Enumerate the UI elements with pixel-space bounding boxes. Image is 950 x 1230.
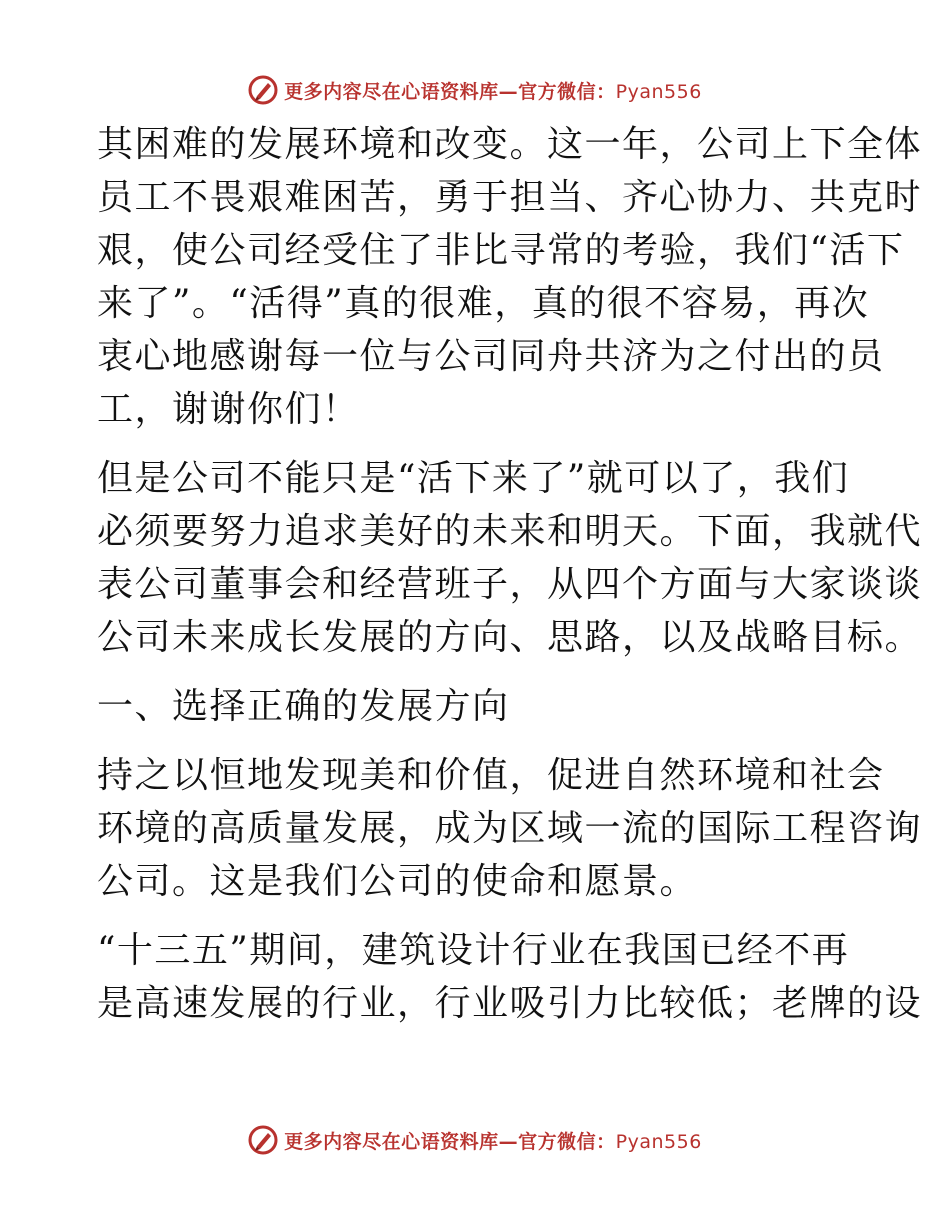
paragraph — [97, 452, 923, 664]
header-banner-text: 更多内容尽在心语资料库—官方微信：Pyan556 — [284, 80, 702, 103]
text-line: 持之以恒地发现美和价值，促进自然环境和社会 — [97, 755, 885, 796]
section-heading — [97, 680, 857, 733]
footer-wechat-id: Pyan556 — [615, 1130, 702, 1153]
text-line: 衷心地感谢每一位与公司同舟共济为之付出的员 — [97, 336, 885, 377]
footer-banner-text: 更多内容尽在心语资料库—官方微信：Pyan556 — [284, 1130, 702, 1153]
text-line: 一、选择正确的发展方向 — [97, 686, 510, 727]
text-line: “十三五”期间，建筑设计行业在我国已经不再 — [97, 930, 850, 971]
paragraph — [97, 924, 923, 1030]
paragraph — [97, 749, 923, 908]
text-line: 表公司董事会和经营班子，从四个方面与大家谈谈 — [97, 564, 923, 605]
document-body — [97, 118, 923, 1030]
text-line: 其困难的发展环境和改变。这一年，公司上下全体 — [97, 124, 923, 165]
text-line: 是高速发展的行业，行业吸引力比较低；老牌的设 — [97, 983, 923, 1024]
text-line: 公司未来成长发展的方向、思路，以及战略目标。 — [97, 617, 923, 658]
header-banner — [0, 70, 950, 110]
pen-logo-icon — [248, 1125, 278, 1155]
text-line: 艰，使公司经受住了非比寻常的考验，我们“活下 — [97, 230, 905, 271]
paragraph — [97, 118, 923, 436]
footer-banner — [0, 1120, 950, 1160]
header-wechat-id: Pyan556 — [615, 80, 702, 103]
text-line: 员工不畏艰难困苦，勇于担当、齐心协力、共克时 — [97, 177, 923, 218]
text-line: 来了”。“活得”真的很难，真的很不容易，再次 — [97, 283, 870, 324]
text-line: 环境的高质量发展，成为区域一流的国际工程咨询 — [97, 808, 923, 849]
text-line: 公司。这是我们公司的使命和愿景。 — [97, 861, 698, 902]
text-line: 工，谢谢你们！ — [97, 389, 360, 430]
text-line: 必须要努力追求美好的未来和明天。下面，我就代 — [97, 511, 923, 552]
pen-logo-icon — [248, 75, 278, 105]
text-line: 但是公司不能只是“活下来了”就可以了，我们 — [97, 458, 850, 499]
